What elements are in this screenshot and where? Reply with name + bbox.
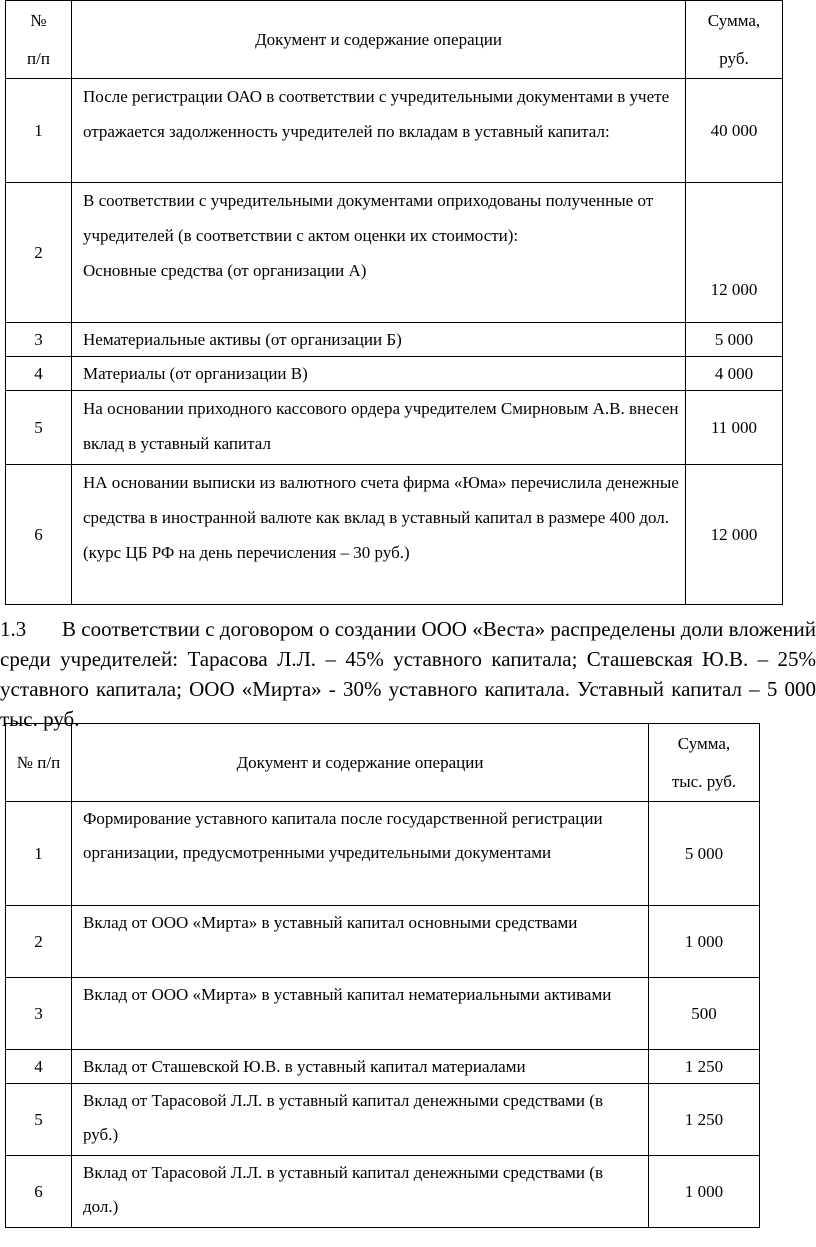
table-header-row: [6, 1, 783, 79]
row-amount: 12 000: [686, 183, 783, 323]
table-row: [6, 323, 783, 357]
row-text: Нематериальные активы (от организации Б): [72, 323, 686, 357]
header-sum: Сумма, руб.: [686, 1, 783, 79]
row-text: Вклад от ООО «Мирта» в уставный капитал основными средствами: [72, 906, 649, 978]
table-row: [6, 1156, 760, 1228]
row-text: Формирование уставного капитала после государственной регистрации организации, предусмотренными учредительными документами: [72, 802, 649, 906]
row-num: 2: [6, 906, 72, 978]
row-amount: 5 000: [649, 802, 760, 906]
row-amount: 1 000: [649, 1156, 760, 1228]
row-text: Материалы (от организации В): [72, 357, 686, 391]
row-num: 5: [6, 391, 72, 465]
row-text: После регистрации ОАО в соответствии с учредительными документами в учете отражается задолженность учредителей по вкладам в уставный капитал:: [72, 79, 686, 183]
row-num: 2: [6, 183, 72, 323]
paragraph-text: В соответствии с договором о создании ООО «Веста» распределены доли вложений среди учредителей: Тарасова Л.Л. – 45% уставного капитала; Сташевская Ю.В. – 25% уставного капитала; ООО «Мирта» - 30% уставного капитала. Уставный капитал – 5 000 тыс. руб.: [0, 617, 816, 731]
operations-table-1: [5, 0, 783, 605]
header-doc: Документ и содержание операции: [72, 724, 649, 802]
row-num: 6: [6, 465, 72, 605]
row-num: 4: [6, 357, 72, 391]
row-amount: 1 250: [649, 1084, 760, 1156]
row-amount: 1 250: [649, 1050, 760, 1084]
row-text: На основании приходного кассового ордера учредителем Смирновым А.В. внесен вклад в уставный капитал: [72, 391, 686, 465]
row-num: 3: [6, 978, 72, 1050]
table-row: [6, 1050, 760, 1084]
row-num: 4: [6, 1050, 72, 1084]
header-num: № п/п: [6, 1, 72, 79]
row-text: Вклад от ООО «Мирта» в уставный капитал нематериальными активами: [72, 978, 649, 1050]
header-doc: Документ и содержание операции: [72, 1, 686, 79]
row-amount: 5 000: [686, 323, 783, 357]
row-amount: 11 000: [686, 391, 783, 465]
table-row: [6, 357, 783, 391]
row-num: 1: [6, 79, 72, 183]
header-num: № п/п: [6, 724, 72, 802]
table-row: [6, 183, 783, 323]
table-row: [6, 1084, 760, 1156]
table-row: [6, 79, 783, 183]
table-row: [6, 978, 760, 1050]
row-text: Вклад от Сташевской Ю.В. в уставный капитал материалами: [72, 1050, 649, 1084]
row-amount: 4 000: [686, 357, 783, 391]
row-amount: 500: [649, 978, 760, 1050]
section-paragraph: [0, 614, 816, 734]
operations-table-2: [5, 723, 760, 1228]
row-amount: 12 000: [686, 465, 783, 605]
table-row: [6, 465, 783, 605]
table-row: [6, 391, 783, 465]
row-text: Вклад от Тарасовой Л.Л. в уставный капитал денежными средствами (в руб.): [72, 1084, 649, 1156]
header-sum: Сумма, тыс. руб.: [649, 724, 760, 802]
row-num: 5: [6, 1084, 72, 1156]
row-num: 6: [6, 1156, 72, 1228]
table-row: [6, 802, 760, 906]
row-text: Вклад от Тарасовой Л.Л. в уставный капитал денежными средствами (в дол.): [72, 1156, 649, 1228]
row-num: 3: [6, 323, 72, 357]
table-header-row: [6, 724, 760, 802]
row-amount: 40 000: [686, 79, 783, 183]
row-text: В соответствии с учредительными документами оприходованы полученные от учредителей (в соответствии с актом оценки их стоимости): Основные средства (от организации А): [72, 183, 686, 323]
row-amount: 1 000: [649, 906, 760, 978]
row-num: 1: [6, 802, 72, 906]
table-row: [6, 906, 760, 978]
row-text: НА основании выписки из валютного счета фирма «Юма» перечислила денежные средства в иностранной валюте как вклад в уставный капитал в размере 400 дол. (курс ЦБ РФ на день перечисления – 30 руб.): [72, 465, 686, 605]
paragraph-number: 1.3: [0, 617, 27, 641]
